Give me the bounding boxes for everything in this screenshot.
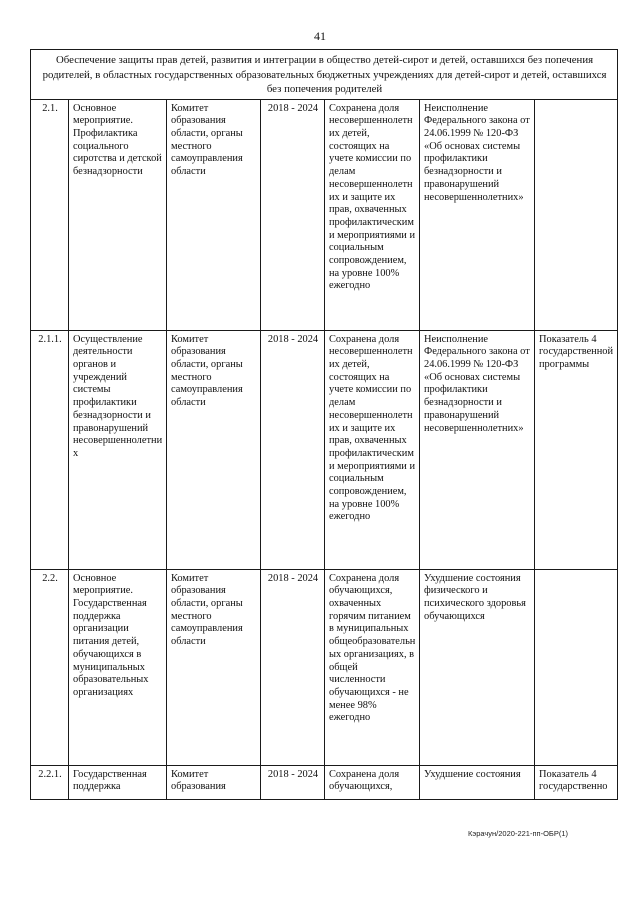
row-number: 2.2.: [31, 569, 69, 765]
table-row: [31, 99, 618, 330]
row-number: 2.1.: [31, 99, 69, 330]
consequence: Неисполнение Федерального закона от 24.06.1999 № 120-ФЗ «Об основах системы профилактики безнадзорности и правонарушений несовершеннолетних»: [420, 330, 535, 569]
page-number: 41: [314, 29, 326, 43]
expected-result: Сохранена доля несовершеннолетних детей, состоящих на учете комиссии по делам несовершеннолетних и защите их прав, охваченных профилактическими мероприятиями и социальным сопровождением, на уровне 100% ежегодно: [325, 99, 420, 330]
activity-name: Основное мероприятие. Профилактика социального сиротства и детской безнадзорности: [69, 99, 167, 330]
consequence: Ухудшение состояния физического и психического здоровья обучающихся: [420, 569, 535, 765]
table-row: [31, 330, 618, 569]
executor: Комитет образования: [167, 765, 261, 799]
period: 2018 - 2024: [261, 99, 325, 330]
executor: Комитет образования области, органы местного самоуправления области: [167, 569, 261, 765]
executor: Комитет образования области, органы местного самоуправления области: [167, 330, 261, 569]
table-row: [31, 569, 618, 765]
activity-name: Основное мероприятие. Государственная поддержка организации питания детей, обучающихся в муниципальных образовательных организациях: [69, 569, 167, 765]
consequence: Ухудшение состояния: [420, 765, 535, 799]
document-code: Кэрачун/2020-221-пп-ОБР(1): [468, 829, 568, 838]
indicator: Показатель 4 государственной программы: [535, 330, 618, 569]
expected-result: Сохранена доля несовершеннолетних детей, состоящих на учете комиссии по делам несовершеннолетних и защите их прав, охваченных профилактическими мероприятиями и социальным сопровождением, на уровне 100% ежегодно: [325, 330, 420, 569]
activity-name: Государственная поддержка: [69, 765, 167, 799]
expected-result: Сохранена доля обучающихся, охваченных горячим питанием в муниципальных общеобразовательных организациях, в общей численности обучающихся - не менее 98% ежегодно: [325, 569, 420, 765]
indicator: [535, 99, 618, 330]
executor: Комитет образования области, органы местного самоуправления области: [167, 99, 261, 330]
row-number: 2.2.1.: [31, 765, 69, 799]
section-header: Обеспечение защиты прав детей, развития и интеграции в общество детей-сирот и детей, оставшихся без попечения родителей, в областных государственных образовательных бюджетных учреждениях для детей-сирот и детей, оставшихся без попечения родителей: [31, 50, 618, 100]
period: 2018 - 2024: [261, 330, 325, 569]
program-table: [30, 49, 618, 800]
period: 2018 - 2024: [261, 569, 325, 765]
expected-result: Сохранена доля обучающихся,: [325, 765, 420, 799]
period: 2018 - 2024: [261, 765, 325, 799]
row-number: 2.1.1.: [31, 330, 69, 569]
activity-name: Осуществление деятельности органов и учреждений системы профилактики безнадзорности и правонарушений несовершеннолетних: [69, 330, 167, 569]
indicator: Показатель 4 государственно: [535, 765, 618, 799]
section-header-row: [31, 50, 618, 100]
indicator: [535, 569, 618, 765]
consequence: Неисполнение Федерального закона от 24.06.1999 № 120-ФЗ «Об основах системы профилактики безнадзорности и правонарушений несовершеннолетних»: [420, 99, 535, 330]
table-row: [31, 765, 618, 799]
